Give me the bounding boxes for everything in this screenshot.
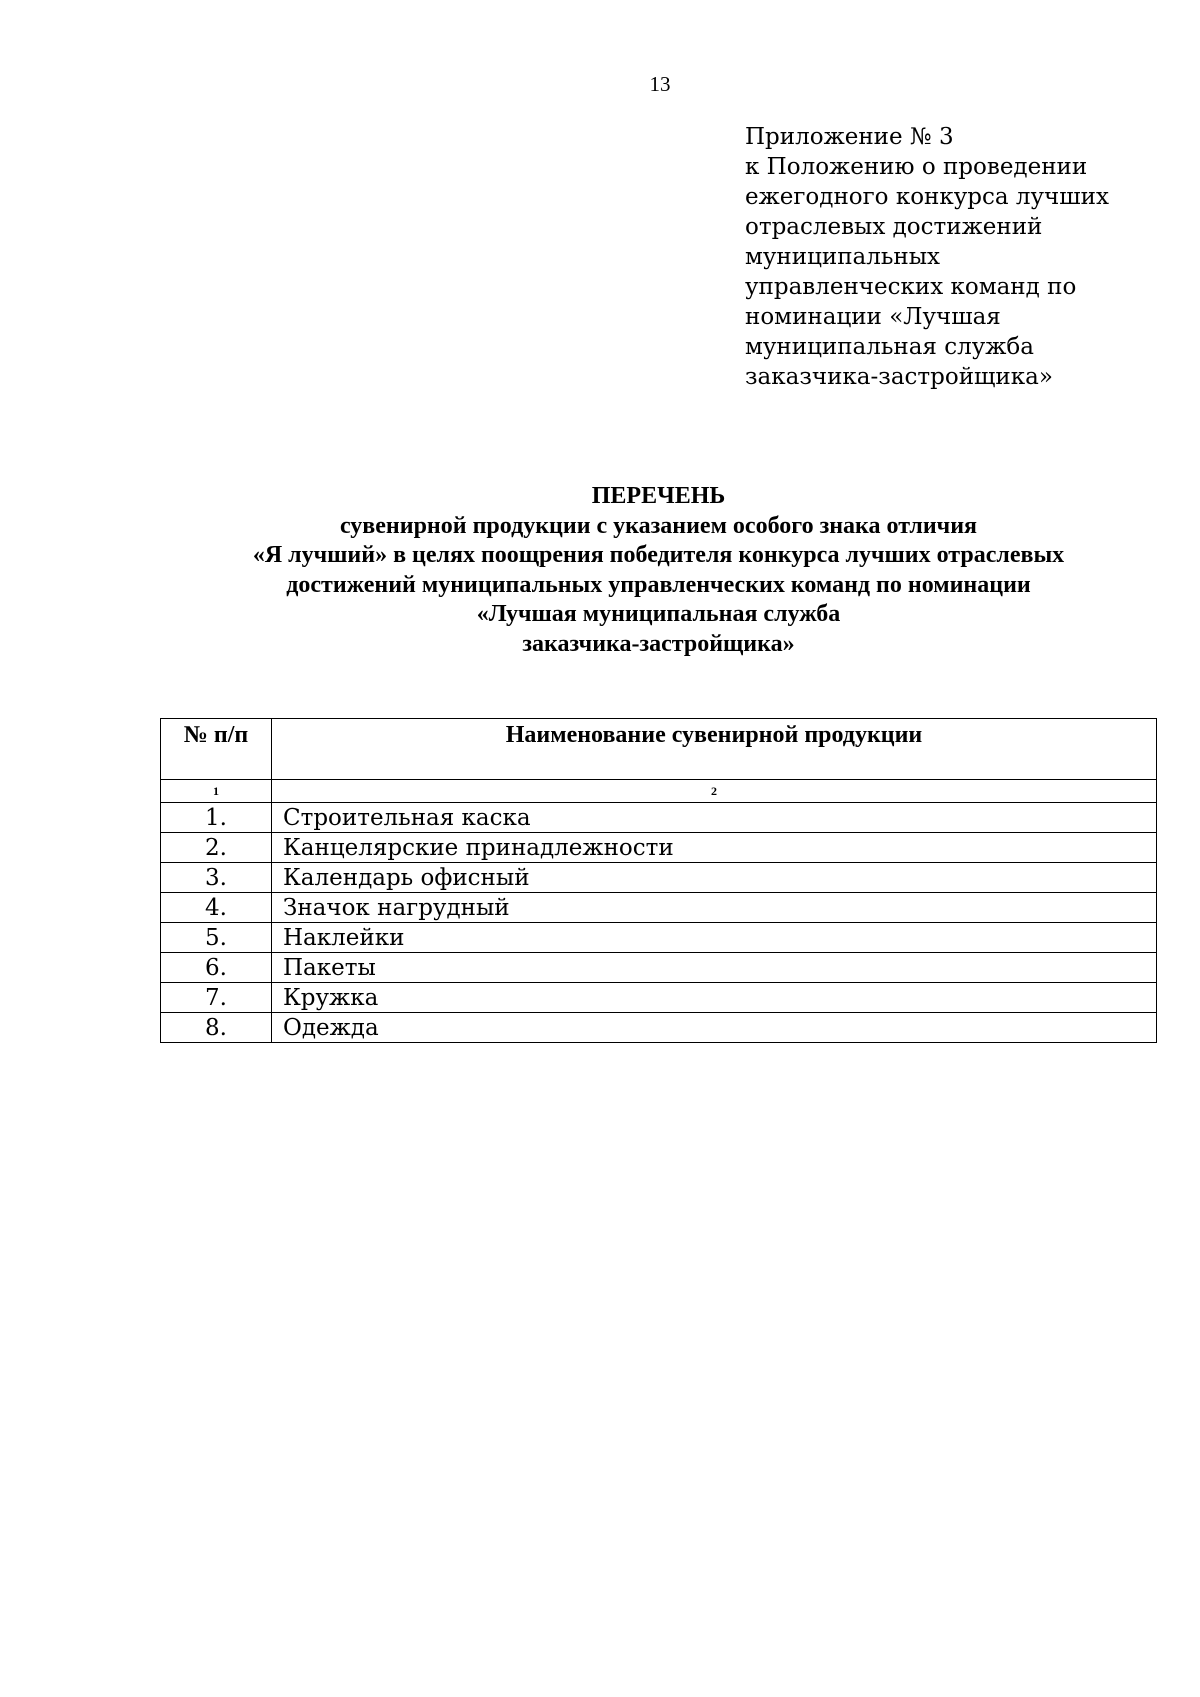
row-number: 7. [161,983,272,1013]
document-heading [160,482,1157,659]
heading-line: «Лучшая муниципальная служба [476,601,841,627]
row-number: 1. [161,803,272,833]
row-product-name: Наклейки [272,923,1157,953]
row-number: 5. [161,923,272,953]
row-number: 2. [161,833,272,863]
row-product-name: Канцелярские принадлежности [272,833,1157,863]
table-row [161,983,1157,1013]
table-row [161,833,1157,863]
column-index: 1 [161,780,272,803]
column-index: 2 [272,780,1157,803]
page-number: 13 [649,72,671,96]
row-number: 6. [161,953,272,983]
row-product-name: Пакеты [272,953,1157,983]
heading-line: «Я лучший» в целях поощрения победителя конкурса лучших отраслевых [252,542,1065,568]
heading-title: ПЕРЕЧЕНЬ [591,483,726,509]
table-row [161,1013,1157,1043]
heading-line: заказчика-застройщика» [522,630,795,657]
row-product-name: Строительная каска [272,803,1157,833]
table-index-row [161,780,1157,803]
appendix-line: отраслевых достижений [745,214,1043,240]
appendix-line: муниципальная служба [745,334,1034,360]
table-header-row [161,719,1157,780]
row-number: 4. [161,893,272,923]
column-header-name: Наименование сувенирной продукции [272,719,1157,780]
row-product-name: Одежда [272,1013,1157,1043]
appendix-reference [745,122,1165,392]
row-number: 8. [161,1013,272,1043]
row-product-name: Календарь офисный [272,863,1157,893]
heading-line: достижений муниципальных управленческих команд по номинации [286,571,1031,598]
table-row [161,803,1157,833]
appendix-line: заказчика-застройщика» [745,364,1053,390]
row-number: 3. [161,863,272,893]
appendix-line: ежегодного конкурса лучших [745,184,1109,210]
table-row [161,893,1157,923]
row-product-name: Кружка [272,983,1157,1013]
table-row [161,863,1157,893]
table-row [161,953,1157,983]
appendix-line: управленческих команд по [745,274,1077,300]
appendix-line: Приложение № 3 [745,124,954,150]
appendix-line: муниципальных [745,244,940,270]
heading-line: сувенирной продукции с указанием особого знака отличия [339,512,978,539]
souvenir-table [160,718,1157,1043]
appendix-line: к Положению о проведении [745,154,1088,180]
column-header-number: № п/п [161,719,272,780]
appendix-line: номинации «Лучшая [745,304,1001,330]
row-product-name: Значок нагрудный [272,893,1157,923]
table-row [161,923,1157,953]
